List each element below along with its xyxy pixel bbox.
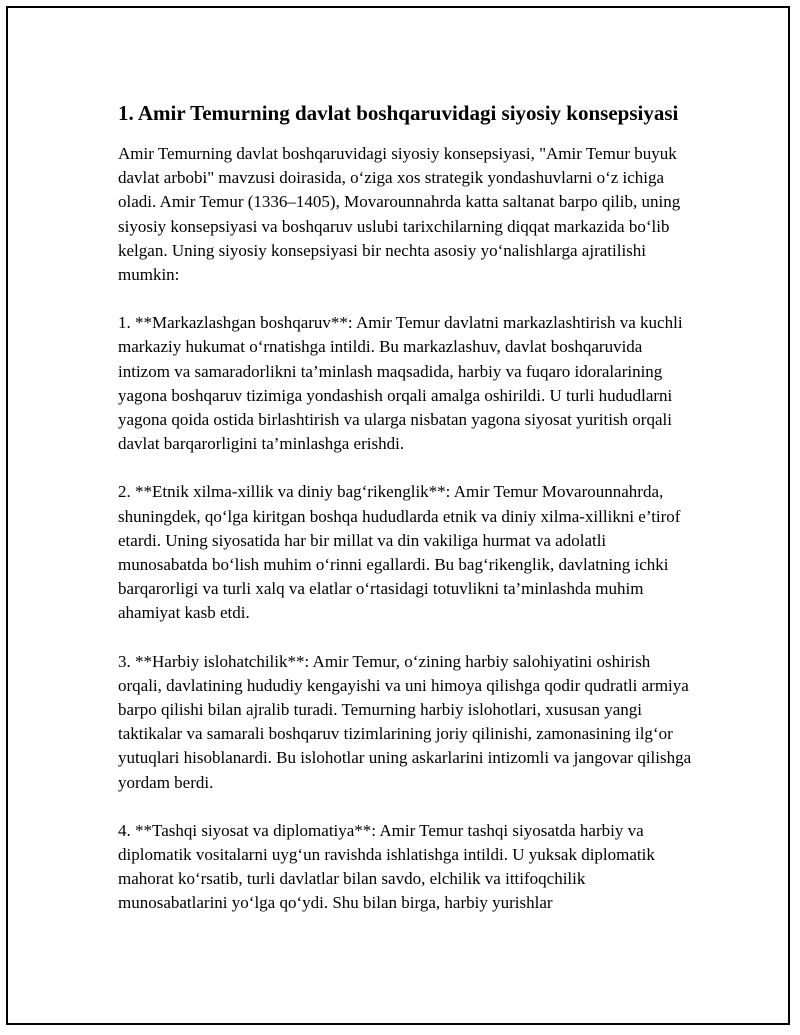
paragraph-foreign-policy: 4. **Tashqi siyosat va diplomatiya**: Amir Temur tashqi siyosatda harbiy va diplomatik vositalarni uyg‘un ravishda ishlatishga intildi. U yuksak diplomatik mahorat ko‘rsatib, turli davlatlar bilan savdo, elchilik va ittifoqchilik munosabatlarini yo‘lga qo‘ydi. Shu bilan birga, harbiy yurishlar xyxy=(118,820,655,913)
paragraph-centralized-governance: 1. **Markazlashgan boshqaruv**: Amir Temur davlatni markazlashtirish va kuchli markaziy hukumat o‘rnatishga intildi. Bu markazlashuv, davlat boshqaruvida intizom va samaradorlikni ta’minlash maqsadida, harbiy va fuqaro idoralarining yagona boshqaruv tizimiga yondashish orqali amalga oshirildi. U turli hududlarni yagona qoida ostida birlashtirish va ularga nisbatan yagona siyosat yuritish orqali davlat barqarorligini ta’minlashga erishdi. xyxy=(118,313,683,454)
paragraph-ethnic-religious-tolerance: 2. **Etnik xilma-xillik va diniy bag‘rikenglik**: Amir Temur Movarounnahrda, shuningdek, qo‘lga kiritgan boshqa hududlarda etnik va diniy xilma-xillikni e’tirof etardi. Uning siyosatida har bir millat va din vakiliga hurmat va adolatli munosabatda bo‘lish muhim o‘rinni egallardi. Bu bag‘rikenglik, davlatning ichki barqarorligi va turli xalq va elatlar o‘rtasidagi totuvlikni ta’minlashda muhim ahamiyat kasb etdi. xyxy=(118,482,681,623)
paragraph-military-reform: 3. **Harbiy islohatchilik**: Amir Temur, o‘zining harbiy salohiyatini oshirish orqali, davlatining hududiy kengayishi va uni himoya qilishga qodir qudratli armiya barpo qilishi bilan ajralib turadi. Temurning harbiy islohotlari, xususan yangi taktikalar va samarali boshqaruv tizimlarining joriy qilinishi, zamonasining ilg‘or yutuqlari hisoblanardi. Bu islohotlar uning askarlarini intizomli va jangovar qilishga yordam berdi. xyxy=(118,651,692,792)
document-content xyxy=(118,98,698,940)
document-page xyxy=(6,6,790,1025)
section-heading: 1. Amir Temurning davlat boshqaruvidagi siyosiy konsepsiyasi xyxy=(118,101,679,125)
paragraph-intro: Amir Temurning davlat boshqaruvidagi siyosiy konsepsiyasi, "Amir Temur buyuk davlat arbobi" mavzusi doirasida, o‘ziga xos strategik yondashuvlarni o‘z ichiga oladi. Amir Temur (1336–1405), Movarounnahrda katta saltanat barpo qilib, uning siyosiy konsepsiyasi va boshqaruv uslubi tarixchilarning diqqat markazida bo‘lib kelgan. Uning siyosiy konsepsiyasi bir nechta asosiy yo‘nalishlarga ajratilishi mumkin: xyxy=(118,144,681,285)
